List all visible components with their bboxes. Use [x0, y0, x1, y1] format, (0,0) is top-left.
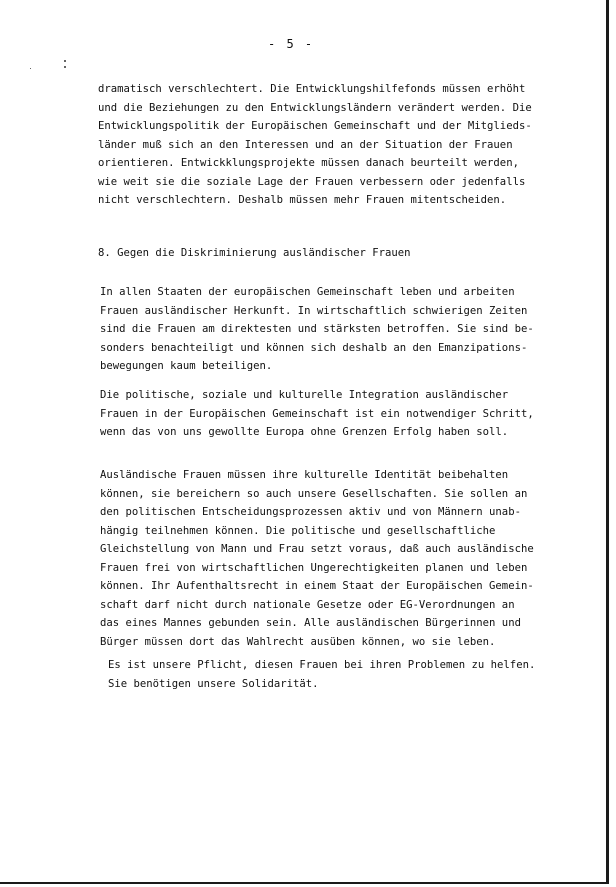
- text-line: können, sie bereichern so auch unsere Gesellschaften. Sie sollen an: [100, 487, 528, 500]
- scan-speck: [64, 66, 66, 68]
- paragraph-development-policy: [98, 80, 532, 210]
- text-line: Ausländische Frauen müssen ihre kulturelle Identität beibehalten: [100, 469, 509, 481]
- text-line: orientieren. Entwickklungsprojekte müssen danach beurteilt werden,: [98, 157, 519, 169]
- text-line: nicht verschlechtern. Deshalb müssen mehr Frauen mitentscheiden.: [98, 194, 507, 206]
- text-line: In allen Staaten der europäischen Gemeinschaft leben und arbeiten: [100, 286, 515, 298]
- scan-speck: [64, 60, 66, 62]
- text-line: wie weit sie die soziale Lage der Frauen verbessern oder jedenfalls: [98, 175, 526, 188]
- text-line: Gleichstellung von Mann und Frau setzt voraus, daß auch ausländische: [100, 543, 534, 555]
- section-heading: 8. Gegen die Diskriminierung ausländischer Frauen: [98, 247, 411, 259]
- text-line: Entwicklungspolitik der Europäischen Gemeinschaft und der Mitglieds-: [98, 120, 532, 132]
- paragraph-foreign-women: [100, 283, 534, 376]
- paragraph-solidarity: [108, 656, 535, 693]
- text-line: den politischen Entscheidungsprozessen aktiv und von Männern unab-: [100, 506, 521, 518]
- text-line: und die Beziehungen zu den Entwicklungsländern verändert werden. Die: [98, 101, 532, 114]
- scan-speck: [30, 68, 31, 69]
- text-line: Es ist unsere Pflicht, diesen Frauen bei ihren Problemen zu helfen.: [108, 659, 536, 671]
- text-line: Frauen ausländischer Herkunft. In wirtschaftlich schwierigen Zeiten: [100, 304, 528, 317]
- paragraph-cultural-identity: [100, 466, 534, 651]
- text-line: können. Ihr Aufenthaltsrecht in einem Staat der Europäischen Gemein-: [100, 580, 534, 592]
- text-line: wenn das von uns gewollte Europa ohne Grenzen Erfolg haben soll.: [100, 426, 509, 438]
- text-line: Die politische, soziale und kulturelle Integration ausländischer: [100, 389, 509, 401]
- paragraph-integration: [100, 386, 534, 442]
- text-line: dramatisch verschlechtert. Die Entwicklungshilfefonds müssen erhöht: [98, 83, 526, 95]
- text-line: bewegungen kaum beteiligen.: [100, 360, 273, 372]
- text-line: Sie benötigen unsere Solidarität.: [108, 677, 319, 690]
- text-line: hängig teilnehmen können. Die politische und gesellschaftliche: [100, 524, 496, 537]
- text-line: Bürger müssen dort das Wahlrecht ausüben können, wo sie leben.: [100, 635, 496, 648]
- text-line: sonders benachteiligt und können sich deshalb an den Emanzipations-: [100, 341, 528, 354]
- text-line: sind die Frauen am direktesten und stärksten betroffen. Sie sind be-: [100, 323, 534, 335]
- text-line: Frauen in der Europäischen Gemeinschaft ist ein notwendiger Schritt,: [100, 407, 534, 420]
- text-line: das eines Mannes gebunden sein. Alle ausländischen Bürgerinnen und: [100, 617, 521, 629]
- text-line: schaft darf nicht durch nationale Gesetze oder EG-Verordnungen an: [100, 598, 515, 611]
- page-number: - 5 -: [268, 37, 315, 51]
- text-line: länder muß sich an den Interessen und an der Situation der Frauen: [98, 138, 513, 151]
- text-line: Frauen frei von wirtschaftlichen Ungerechtigkeiten planen und leben: [100, 561, 528, 574]
